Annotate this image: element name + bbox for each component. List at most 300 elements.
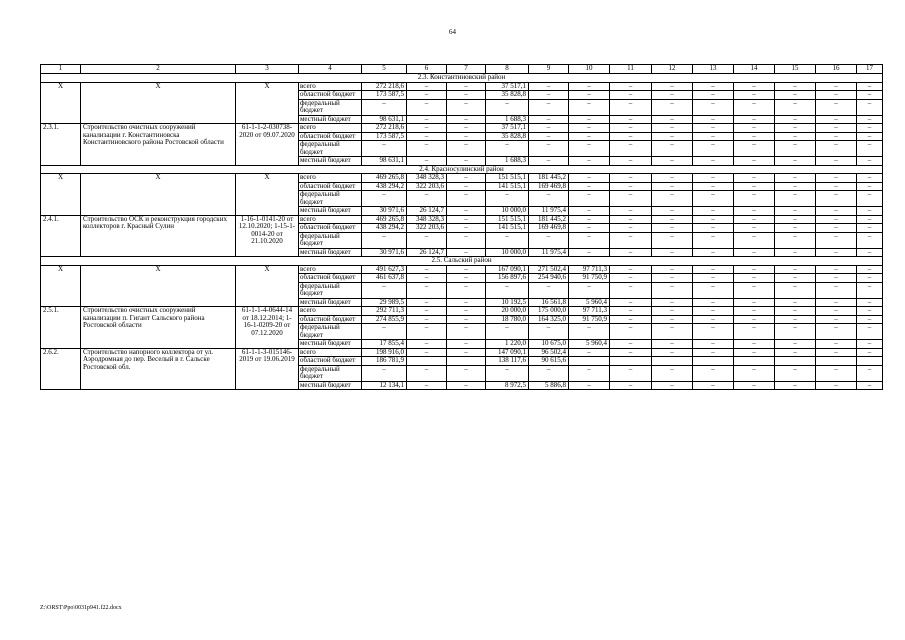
value-cell: – xyxy=(486,141,529,157)
value-cell: 90 615,6 xyxy=(529,357,569,366)
value-cell: 491 627,3 xyxy=(362,265,407,274)
value-cell: – xyxy=(652,298,693,307)
value-cell: – xyxy=(816,265,857,274)
value-cell: 469 265,8 xyxy=(362,174,407,183)
value-cell: – xyxy=(693,315,734,324)
value-cell: – xyxy=(734,215,775,224)
budget-type: федеральный бюджет xyxy=(299,324,362,340)
value-cell: – xyxy=(775,141,816,157)
value-cell: – xyxy=(652,157,693,166)
value-cell: 198 916,0 xyxy=(362,348,407,357)
value-cell: – xyxy=(775,215,816,224)
value-cell: – xyxy=(407,232,447,248)
value-cell: – xyxy=(610,124,652,133)
value-cell: – xyxy=(816,99,857,115)
value-cell: – xyxy=(610,115,652,124)
value-cell: – xyxy=(407,381,447,390)
budget-type: федеральный бюджет xyxy=(299,191,362,207)
value-cell: – xyxy=(816,132,857,141)
value-cell: – xyxy=(610,157,652,166)
value-cell: – xyxy=(407,282,447,298)
value-cell: – xyxy=(857,365,883,381)
value-cell: 12 134,1 xyxy=(362,381,407,390)
item-number: 2.3.1. xyxy=(41,124,81,166)
budget-table xyxy=(40,64,883,390)
table-row xyxy=(41,82,883,91)
value-cell: – xyxy=(857,307,883,316)
value-cell: – xyxy=(652,340,693,349)
value-cell: – xyxy=(652,224,693,233)
value-cell: 91 750,9 xyxy=(569,315,610,324)
value-cell: – xyxy=(569,232,610,248)
value-cell: – xyxy=(407,82,447,91)
value-cell: 438 294,2 xyxy=(362,224,407,233)
value-cell: – xyxy=(775,191,816,207)
value-cell: 29 989,5 xyxy=(362,298,407,307)
value-cell: 169 469,8 xyxy=(529,182,569,191)
value-cell: – xyxy=(775,265,816,274)
value-cell: – xyxy=(610,348,652,357)
budget-type: федеральный бюджет xyxy=(299,99,362,115)
budget-type: всего xyxy=(299,82,362,91)
section-title: 2.5. Сальский район xyxy=(41,257,883,266)
value-cell: – xyxy=(610,207,652,216)
value-cell: – xyxy=(734,340,775,349)
value-cell: – xyxy=(652,99,693,115)
value-cell: 10 000,0 xyxy=(486,207,529,216)
value-cell: – xyxy=(569,381,610,390)
value-cell: – xyxy=(447,348,486,357)
value-cell: – xyxy=(857,224,883,233)
column-number: 7 xyxy=(447,65,486,74)
value-cell: – xyxy=(775,274,816,283)
value-cell: – xyxy=(652,124,693,133)
value-cell: – xyxy=(857,82,883,91)
value-cell: – xyxy=(569,348,610,357)
value-cell: – xyxy=(610,174,652,183)
footer-file-path: Z:\ORST\Ppo\0031p941.f22.docx xyxy=(40,605,122,611)
value-cell: – xyxy=(652,265,693,274)
value-cell: – xyxy=(775,381,816,390)
value-cell: 5 960,4 xyxy=(569,298,610,307)
column-number: 6 xyxy=(407,65,447,74)
item-document: Х xyxy=(236,265,299,307)
value-cell: – xyxy=(447,215,486,224)
value-cell: – xyxy=(816,224,857,233)
value-cell: 167 090,1 xyxy=(486,265,529,274)
value-cell: 156 897,6 xyxy=(486,274,529,283)
value-cell: – xyxy=(693,340,734,349)
page-number: 64 xyxy=(449,28,456,36)
value-cell: 322 203,6 xyxy=(407,182,447,191)
value-cell: 186 781,9 xyxy=(362,357,407,366)
value-cell: – xyxy=(569,82,610,91)
column-number: 1 xyxy=(41,65,81,74)
value-cell: – xyxy=(775,282,816,298)
value-cell: – xyxy=(486,232,529,248)
value-cell: – xyxy=(734,124,775,133)
value-cell: – xyxy=(407,324,447,340)
item-document: 1-16-1-0141-20 от 12.10.2020; 1-15-1-0014-20 от 21.10.2020 xyxy=(236,215,299,257)
budget-type: областной бюджет xyxy=(299,224,362,233)
value-cell: – xyxy=(652,282,693,298)
value-cell: – xyxy=(693,265,734,274)
value-cell: 181 445,2 xyxy=(529,215,569,224)
value-cell: – xyxy=(734,232,775,248)
value-cell: – xyxy=(407,298,447,307)
value-cell: 5 886,8 xyxy=(529,381,569,390)
value-cell: – xyxy=(447,157,486,166)
value-cell: – xyxy=(610,274,652,283)
value-cell: – xyxy=(447,182,486,191)
value-cell: – xyxy=(857,274,883,283)
value-cell: – xyxy=(693,232,734,248)
table-row xyxy=(41,265,883,274)
value-cell: – xyxy=(775,298,816,307)
value-cell: – xyxy=(610,381,652,390)
value-cell: – xyxy=(775,340,816,349)
value-cell: – xyxy=(529,115,569,124)
value-cell: – xyxy=(529,124,569,133)
value-cell: – xyxy=(652,324,693,340)
column-number: 10 xyxy=(569,65,610,74)
value-cell: 169 469,8 xyxy=(529,224,569,233)
column-number: 12 xyxy=(652,65,693,74)
value-cell: – xyxy=(734,132,775,141)
value-cell: – xyxy=(610,141,652,157)
value-cell: 8 972,5 xyxy=(486,381,529,390)
value-cell: 147 090,1 xyxy=(486,348,529,357)
value-cell: – xyxy=(693,274,734,283)
value-cell xyxy=(569,357,610,366)
value-cell: – xyxy=(693,157,734,166)
value-cell: – xyxy=(652,91,693,100)
value-cell xyxy=(447,357,486,366)
value-cell: – xyxy=(652,207,693,216)
budget-type: местный бюджет xyxy=(299,340,362,349)
value-cell: – xyxy=(734,324,775,340)
column-number: 8 xyxy=(486,65,529,74)
value-cell: – xyxy=(857,191,883,207)
value-cell: – xyxy=(734,157,775,166)
value-cell: 30 971,6 xyxy=(362,248,407,257)
value-cell: – xyxy=(447,232,486,248)
item-number: Х xyxy=(41,82,81,124)
item-number: 2.4.1. xyxy=(41,215,81,257)
value-cell: – xyxy=(447,265,486,274)
value-cell: – xyxy=(610,99,652,115)
value-cell: – xyxy=(407,157,447,166)
column-number: 11 xyxy=(610,65,652,74)
value-cell: – xyxy=(569,324,610,340)
item-name: Строительство очистных сооружений канализации г. Константиновска Константиновского района Ростовской области xyxy=(81,124,236,166)
value-cell: – xyxy=(486,324,529,340)
value-cell: – xyxy=(775,224,816,233)
value-cell: – xyxy=(610,282,652,298)
value-cell: – xyxy=(569,141,610,157)
value-cell: – xyxy=(734,315,775,324)
value-cell: – xyxy=(362,365,407,381)
value-cell: – xyxy=(857,99,883,115)
value-cell: – xyxy=(775,207,816,216)
budget-type: федеральный бюджет xyxy=(299,282,362,298)
value-cell: – xyxy=(652,182,693,191)
value-cell: – xyxy=(569,215,610,224)
value-cell: – xyxy=(775,124,816,133)
value-cell: – xyxy=(693,365,734,381)
value-cell: – xyxy=(652,141,693,157)
column-number: 3 xyxy=(236,65,299,74)
value-cell: 26 124,7 xyxy=(407,248,447,257)
value-cell: – xyxy=(857,298,883,307)
value-cell: – xyxy=(362,99,407,115)
value-cell: – xyxy=(610,182,652,191)
value-cell: – xyxy=(734,182,775,191)
value-cell: – xyxy=(816,124,857,133)
value-cell: – xyxy=(816,232,857,248)
value-cell: 151 515,1 xyxy=(486,174,529,183)
budget-type: областной бюджет xyxy=(299,91,362,100)
value-cell: – xyxy=(610,315,652,324)
value-cell: 173 587,5 xyxy=(362,91,407,100)
budget-type: всего xyxy=(299,215,362,224)
value-cell: – xyxy=(569,282,610,298)
value-cell: – xyxy=(569,191,610,207)
budget-type: федеральный бюджет xyxy=(299,141,362,157)
value-cell: 10 000,0 xyxy=(486,248,529,257)
value-cell: 461 637,8 xyxy=(362,274,407,283)
budget-type: федеральный бюджет xyxy=(299,365,362,381)
value-cell: – xyxy=(775,307,816,316)
value-cell: – xyxy=(362,324,407,340)
column-number: 2 xyxy=(81,65,236,74)
value-cell: – xyxy=(652,307,693,316)
value-cell: – xyxy=(407,91,447,100)
value-cell: – xyxy=(447,248,486,257)
value-cell: 5 960,4 xyxy=(569,340,610,349)
value-cell: – xyxy=(816,274,857,283)
value-cell: – xyxy=(610,248,652,257)
item-number: Х xyxy=(41,174,81,216)
value-cell: – xyxy=(407,340,447,349)
value-cell: – xyxy=(857,207,883,216)
value-cell: – xyxy=(529,365,569,381)
value-cell: – xyxy=(569,91,610,100)
value-cell: – xyxy=(529,91,569,100)
value-cell: – xyxy=(610,265,652,274)
value-cell: – xyxy=(447,91,486,100)
value-cell xyxy=(693,357,734,366)
value-cell: – xyxy=(775,248,816,257)
value-cell xyxy=(734,357,775,366)
value-cell: – xyxy=(857,115,883,124)
value-cell: 98 631,1 xyxy=(362,115,407,124)
value-cell: 438 294,2 xyxy=(362,182,407,191)
value-cell xyxy=(775,357,816,366)
value-cell: 11 975,4 xyxy=(529,207,569,216)
value-cell: – xyxy=(652,215,693,224)
value-cell: – xyxy=(775,99,816,115)
item-document: 61-1-1-4-0644-14 от 18.12.2014; 1-16-1-0209-20 от 07.12.2020 xyxy=(236,307,299,349)
value-cell: 151 515,1 xyxy=(486,215,529,224)
value-cell: – xyxy=(857,124,883,133)
value-cell: – xyxy=(816,82,857,91)
value-cell: – xyxy=(734,298,775,307)
value-cell: 138 117,6 xyxy=(486,357,529,366)
value-cell: 173 587,5 xyxy=(362,132,407,141)
value-cell: 17 855,4 xyxy=(362,340,407,349)
value-cell: – xyxy=(693,224,734,233)
value-cell: – xyxy=(447,132,486,141)
value-cell: – xyxy=(857,315,883,324)
table-row xyxy=(41,174,883,183)
value-cell: – xyxy=(816,207,857,216)
value-cell: – xyxy=(529,82,569,91)
value-cell: – xyxy=(447,274,486,283)
value-cell: 18 780,0 xyxy=(486,315,529,324)
value-cell: – xyxy=(447,124,486,133)
value-cell: 181 445,2 xyxy=(529,174,569,183)
value-cell: 37 517,1 xyxy=(486,124,529,133)
value-cell: – xyxy=(610,298,652,307)
value-cell: – xyxy=(857,232,883,248)
value-cell: – xyxy=(652,381,693,390)
value-cell: – xyxy=(693,381,734,390)
value-cell: – xyxy=(407,274,447,283)
value-cell: – xyxy=(447,365,486,381)
value-cell: – xyxy=(652,365,693,381)
value-cell: – xyxy=(407,141,447,157)
column-number: 13 xyxy=(693,65,734,74)
budget-type: областной бюджет xyxy=(299,182,362,191)
value-cell: – xyxy=(775,365,816,381)
value-cell: 141 515,1 xyxy=(486,182,529,191)
section-title-row xyxy=(41,74,883,83)
value-cell: – xyxy=(447,82,486,91)
value-cell: 1 688,3 xyxy=(486,157,529,166)
section-title-row xyxy=(41,165,883,174)
value-cell: – xyxy=(569,207,610,216)
value-cell: 98 631,1 xyxy=(362,157,407,166)
value-cell: – xyxy=(529,99,569,115)
value-cell: – xyxy=(816,315,857,324)
value-cell: – xyxy=(734,82,775,91)
value-cell xyxy=(407,357,447,366)
value-cell: – xyxy=(447,191,486,207)
value-cell: – xyxy=(734,141,775,157)
value-cell: – xyxy=(569,124,610,133)
value-cell: 10 192,5 xyxy=(486,298,529,307)
value-cell: – xyxy=(610,307,652,316)
value-cell: – xyxy=(652,132,693,141)
value-cell: 348 328,3 xyxy=(407,215,447,224)
value-cell: – xyxy=(857,348,883,357)
value-cell: – xyxy=(362,191,407,207)
value-cell: – xyxy=(693,174,734,183)
item-name: Х xyxy=(81,174,236,216)
value-cell: 469 265,8 xyxy=(362,215,407,224)
value-cell: – xyxy=(652,274,693,283)
value-cell: – xyxy=(734,91,775,100)
column-number: 14 xyxy=(734,65,775,74)
value-cell: – xyxy=(857,381,883,390)
item-document: 61-1-1-3-015146-2019 от 19.06.2019 xyxy=(236,348,299,390)
value-cell: – xyxy=(693,324,734,340)
table-body xyxy=(41,65,883,390)
value-cell: – xyxy=(486,282,529,298)
value-cell: – xyxy=(529,282,569,298)
value-cell: – xyxy=(362,141,407,157)
budget-type: местный бюджет xyxy=(299,381,362,390)
item-document: Х xyxy=(236,174,299,216)
value-cell: – xyxy=(816,215,857,224)
value-cell: – xyxy=(816,340,857,349)
budget-type: местный бюджет xyxy=(299,115,362,124)
value-cell: 274 855,9 xyxy=(362,315,407,324)
value-cell: – xyxy=(693,141,734,157)
column-number-row xyxy=(41,65,883,74)
value-cell: – xyxy=(775,324,816,340)
value-cell: – xyxy=(652,82,693,91)
value-cell: – xyxy=(857,340,883,349)
value-cell: – xyxy=(447,381,486,390)
value-cell: – xyxy=(610,232,652,248)
value-cell: – xyxy=(652,115,693,124)
budget-type: всего xyxy=(299,307,362,316)
value-cell: – xyxy=(816,182,857,191)
value-cell: – xyxy=(857,141,883,157)
value-cell: – xyxy=(610,82,652,91)
value-cell: – xyxy=(734,207,775,216)
value-cell: – xyxy=(775,82,816,91)
value-cell: – xyxy=(816,141,857,157)
item-document: 61-1-1-2-030738-2020 от 09.07.2020 xyxy=(236,124,299,166)
value-cell: – xyxy=(486,191,529,207)
value-cell: – xyxy=(857,265,883,274)
table-row xyxy=(41,307,883,316)
value-cell: – xyxy=(529,132,569,141)
value-cell: – xyxy=(407,99,447,115)
value-cell: – xyxy=(693,282,734,298)
value-cell: – xyxy=(734,265,775,274)
value-cell: – xyxy=(734,274,775,283)
item-document: Х xyxy=(236,82,299,124)
value-cell xyxy=(857,357,883,366)
value-cell: – xyxy=(816,307,857,316)
value-cell: – xyxy=(693,248,734,257)
column-number: 17 xyxy=(857,65,883,74)
value-cell: – xyxy=(693,132,734,141)
value-cell: – xyxy=(734,307,775,316)
value-cell: – xyxy=(857,248,883,257)
value-cell: 20 000,0 xyxy=(486,307,529,316)
value-cell: – xyxy=(610,340,652,349)
value-cell: – xyxy=(529,191,569,207)
value-cell: – xyxy=(816,115,857,124)
value-cell: – xyxy=(362,232,407,248)
item-number: 2.5.1. xyxy=(41,307,81,349)
value-cell: 1 220,0 xyxy=(486,340,529,349)
value-cell: – xyxy=(569,115,610,124)
item-name: Строительство очистных сооружений канализации п. Гигант Сальского района Ростовской области xyxy=(81,307,236,349)
value-cell: – xyxy=(734,191,775,207)
value-cell: – xyxy=(857,157,883,166)
column-number: 5 xyxy=(362,65,407,74)
value-cell: – xyxy=(693,307,734,316)
item-name: Строительство напорного коллектора от ул. Аэродромная до пер. Веселый в г. Сальске Ростовской обл. xyxy=(81,348,236,390)
value-cell: 10 675,0 xyxy=(529,340,569,349)
value-cell: – xyxy=(816,348,857,357)
